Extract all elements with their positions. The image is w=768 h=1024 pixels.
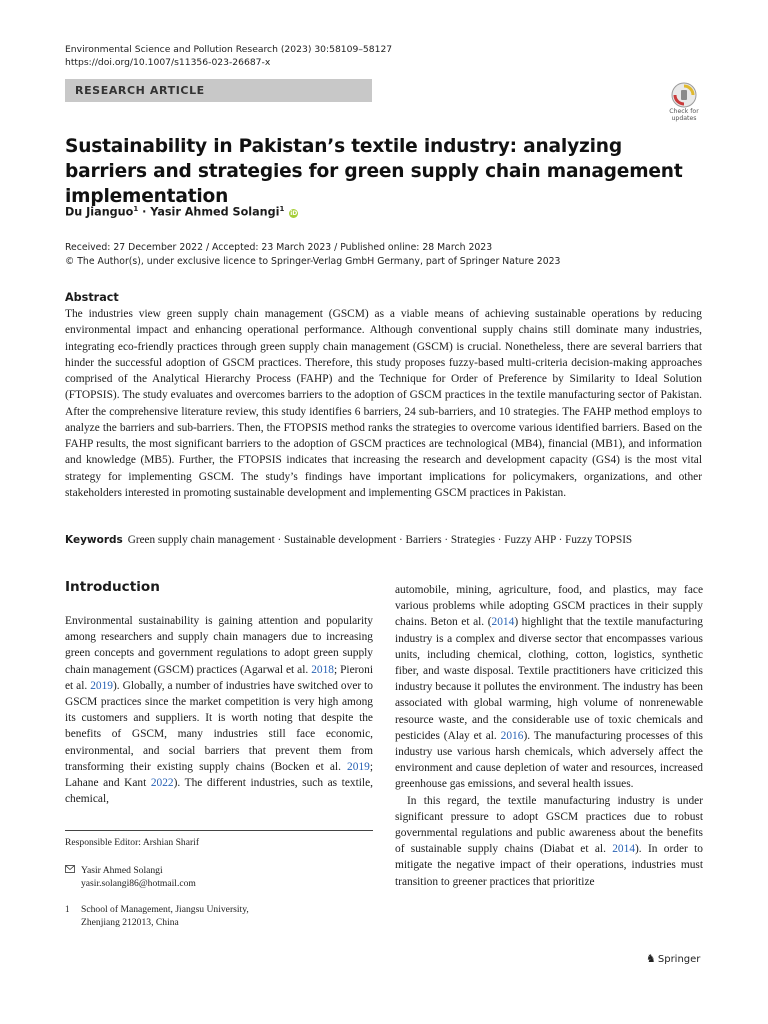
abstract-heading: Abstract <box>65 291 119 304</box>
article-title: Sustainability in Pakistan’s textile industry: analyzing barriers and strategies for green supply chain management implementation <box>65 136 683 207</box>
keywords-label: Keywords <box>65 534 123 546</box>
orcid-icon[interactable]: iD <box>290 209 298 217</box>
updates-label: updates <box>671 114 697 122</box>
check-for-updates-icon <box>671 82 697 108</box>
affiliation-marker: 1 <box>279 205 285 213</box>
citation-link[interactable]: 2016 <box>500 729 524 742</box>
citation-link[interactable]: 2019 <box>90 679 113 692</box>
doi-link[interactable]: https://doi.org/10.1007/s11356-023-26687-x <box>65 57 271 68</box>
envelope-icon <box>65 864 81 877</box>
author-list <box>65 205 298 219</box>
citation-link[interactable]: 2014 <box>612 843 636 856</box>
affiliation-line: Zhenjiang 212013, China <box>81 917 179 928</box>
article-type-banner <box>65 79 372 102</box>
springer-horse-icon: ♞ <box>646 952 656 965</box>
affiliation <box>65 903 249 929</box>
abstract-text: The industries view green supply chain management (GSCM) as a viable means of achieving sustainable operations by reducing environmental impact and enhancing operational performance. Although conventional supply chains still dominate many industries, integrating eco-friendly practices through green supply chain management (GSCM) is crucial. Nonetheless, there are several barriers that hinder the successful adoption of GSCM practices. Therefore, this study proposes fuzzy-based multi-criteria decision-making approaches comprised of the Analytical Hierarchy Process (FAHP) and the Technique for Order of Preference by Similarity to Ideal Solution (FTOPSIS). The study evaluates and overcomes barriers to the adoption of GSCM practices in the textile manufacturing sector of Pakistan. After the comprehensive literature review, this study identifies 6 barriers, 24 sub-barriers, and 10 strategies. The FAHP method employs to analyze the barriers and sub-barriers. Then, the FTOPSIS method ranks the strategies to overcome various identified barriers. Based on the FAHP results, the most significant barriers to the adoption of GSCM practices are technological (MB4), financial (MB1), and information and knowledge (MB5). Further, the FTOPSIS indicates that increasing the research and development capacity (GS4) is the most vital strategy for implementing GSCM. The study’s findings have important implications for policymakers, organizations, and other stakeholders interested in promoting sustainable development and implementing GSCM practices in Pakistan. <box>65 308 702 499</box>
affiliation-number: 1 <box>65 904 70 914</box>
author-separator: · <box>138 205 151 219</box>
keywords-list: Green supply chain management · Sustainable development · Barriers · Strategies · Fuzzy AHP · Fuzzy TOPSIS <box>127 534 633 546</box>
check-for-label: Check for <box>669 108 699 115</box>
corresponding-author <box>65 864 196 890</box>
citation-link[interactable]: 2014 <box>491 616 515 629</box>
paragraph: automobile, mining, agriculture, food, and plastics, may face various problems while adopting GSCM practices in their supply chains. Beton et al. (2014) highlight that the textile manufacturing industry is a complex and diverse sector that encompasses various units, including chemical, clothing, cotton, logistics, synthetic fiber, and waste disposal. Textile practitioners have criticized this industry because it pollutes the environment. The industry has been associated with global warming, high volume of nonrenewable resource waste, and the considerable use of toxic chemicals and pesticides (Alay et al. 2016). The manufacturing processes of this industry use various harsh chemicals, which adversely affect the environment and cause depletion of water and resources, increased greenhouse gas emissions, and several health issues. <box>395 584 703 791</box>
keywords <box>65 534 632 546</box>
citation-link[interactable]: 2022 <box>150 777 174 790</box>
body-column-right <box>395 582 703 890</box>
copyright-line: © The Author(s), under exclusive licence to Springer-Verlag GmbH Germany, part of Springer Nature 2023 <box>65 256 561 267</box>
citation-link[interactable]: 2018 <box>311 663 334 676</box>
corresponding-author-email[interactable]: yasir.solangi86@hotmail.com <box>81 878 196 889</box>
publisher-logo <box>646 952 700 965</box>
article-type-label: RESEARCH ARTICLE <box>75 84 205 97</box>
footnote-divider <box>65 830 373 831</box>
author-name[interactable]: Du Jianguo <box>65 205 134 219</box>
affiliation-line: School of Management, Jiangsu University, <box>81 904 249 915</box>
affiliation-marker: 1 <box>133 205 139 213</box>
author-name[interactable]: Yasir Ahmed Solangi <box>150 205 280 219</box>
publisher-name: Springer <box>657 954 701 965</box>
history-dates: Received: 27 December 2022 / Accepted: 23 March 2023 / Published online: 28 March 2023 <box>65 242 493 253</box>
corresponding-author-name: Yasir Ahmed Solangi <box>81 865 163 876</box>
body-column-left <box>65 613 373 807</box>
section-heading-introduction: Introduction <box>65 579 160 595</box>
paragraph: Environmental sustainability is gaining attention and popularity among researchers and supply chain managers due to increasing green concepts and government regulations to adopt green supply chain management (GSCM) practices (Agarwal et al. 2018; Pieroni et al. 2019). Globally, a number of industries have switched over to GSCM practices since the market competition is very high among its customers and suppliers. It is worth noting that despite the benefits of GSCM, many industries still face economic, environmental, and social barriers that prevent them from transforming their existing supply chains (Bocken et al. 2019; Lahane and Kant 2022). The different industries, such as textile, chemical, <box>65 615 374 806</box>
paragraph: In this regard, the textile manufacturing industry is under significant pressure to adopt GSCM practices due to robust governmental regulations and public awareness about the benefits of sustainable supply chains (Diabat et al. 2014). In order to mitigate the negative impact of their operations, industries must transition to greener practices that prioritize <box>395 794 703 888</box>
check-for-updates-button[interactable] <box>664 82 704 124</box>
journal-citation: Environmental Science and Pollution Research (2023) 30:58109–58127 <box>65 44 393 55</box>
publication-dates <box>65 241 560 269</box>
responsible-editor: Responsible Editor: Arshian Sharif <box>65 837 200 848</box>
citation-link[interactable]: 2019 <box>347 760 370 773</box>
